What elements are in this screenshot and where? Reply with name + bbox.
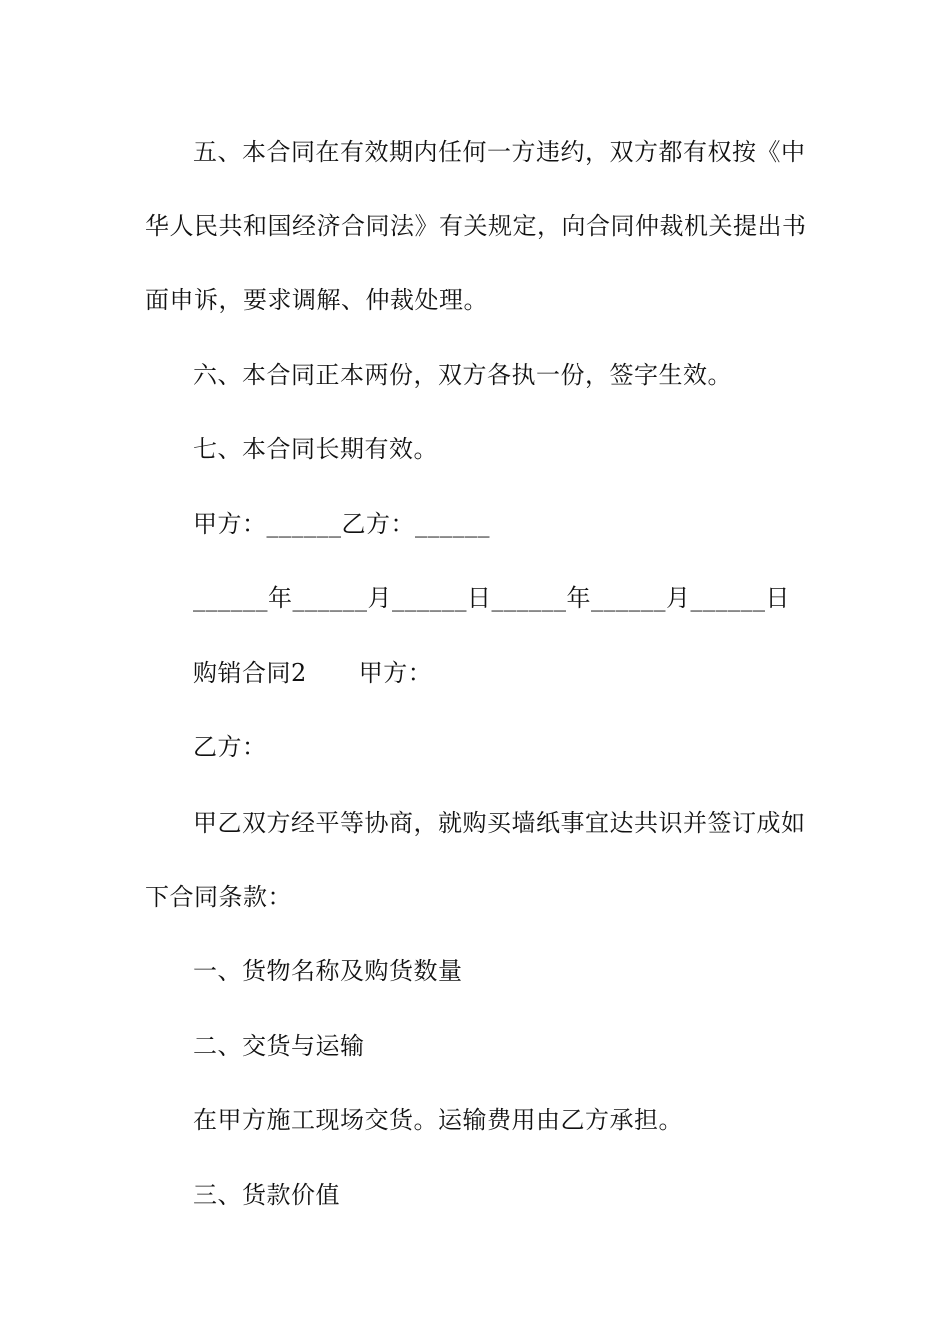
paragraph-clause-5-line-1: 五、本合同在有效期内任何一方违约，双方都有权按《中 [193, 138, 806, 166]
contract-2-heading-line [193, 658, 432, 688]
signature-date-line: ______年______月______日______年______月______日 [193, 584, 790, 612]
section-3-heading: 三、货款价值 [193, 1181, 340, 1209]
signature-parties-line: 甲方：______乙方：______ [193, 510, 490, 538]
contract-2-title: 购销合同2 [193, 659, 307, 687]
party-a-label: 甲方： [358, 659, 433, 687]
paragraph-intro-line-1: 甲乙双方经平等协商，就购买墙纸事宜达共识并签订成如 [193, 809, 806, 837]
party-b-label: 乙方： [193, 733, 267, 761]
paragraph-clause-6: 六、本合同正本两份，双方各执一份，签字生效。 [193, 361, 732, 389]
section-2-body: 在甲方施工现场交货。运输费用由乙方承担。 [193, 1106, 683, 1134]
paragraph-clause-5-line-2: 华人民共和国经济合同法》有关规定，向合同仲裁机关提出书 [145, 212, 807, 240]
section-2-heading: 二、交货与运输 [193, 1032, 365, 1060]
section-1-heading: 一、货物名称及购货数量 [193, 957, 463, 985]
paragraph-intro-line-2: 下合同条款： [145, 883, 292, 911]
paragraph-clause-5-line-3: 面申诉，要求调解、仲裁处理。 [145, 286, 488, 314]
paragraph-clause-7: 七、本合同长期有效。 [193, 435, 438, 463]
